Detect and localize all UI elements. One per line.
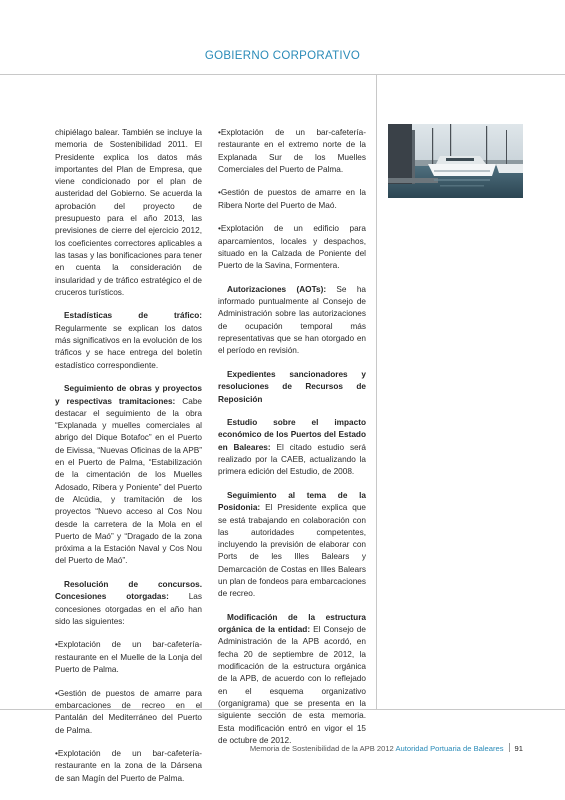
footer-authority-name: Autoridad Portuaria de Baleares xyxy=(395,744,504,753)
marina-yacht-photo xyxy=(388,124,523,198)
paragraph: Estadísticas de tráfico: Regularmente se explican los datos más significativos en la evolución de los tráficos y se hace entrega del boletín estadístico correspondiente. xyxy=(55,311,202,370)
footer-divider xyxy=(0,709,565,710)
paragraph: Modificación de la estructura orgánica de la entidad: El Consejo de Administración de la APB acordó, en fecha 20 de septiembre de 2012, la modificación de la estructura orgánica de la APB, de acuerdo con lo reflejado en el esquema organizativo (organigrama) que se presenta en la siguiente sección de esta memoria. Esta modificación entró en vigor el 15 de octubre de 2012. xyxy=(218,612,366,745)
footer-separator xyxy=(509,743,510,752)
header-divider xyxy=(0,74,565,75)
list-item: •Explotación de un bar-cafetería-restaurante en el Muelle de la Lonja del Puerto de Palma. xyxy=(55,640,202,675)
column-divider xyxy=(376,74,377,709)
list-item: •Explotación de un bar-cafetería-restaurante en la zona de la Dársena de san Magín del Puerto de Palma. xyxy=(55,749,202,783)
paragraph: Expedientes sancionadores y resoluciones de Recursos de Reposición xyxy=(218,369,366,404)
page-number: 91 xyxy=(514,744,523,753)
list-item: •Explotación de un bar-cafetería-restaurante en el extremo norte de la Explanada Sur de los Muelles Comerciales del Puerto de Palma. xyxy=(218,128,366,174)
footer-report-title: Memoria de Sostenibilidad de la APB 2012 xyxy=(249,744,394,753)
paragraph: Autorizaciones (AOTs): Se ha informado puntualmente al Consejo de Administración sobre las autorizaciones de ocupación temporal más representativas que se han otorgado en el período en revisión. xyxy=(218,284,366,356)
paragraph: chipiélago balear. También se incluye la memoria de Sostenibilidad 2011. El Presidente explica los datos más importantes del Plan de Empresa, que viene condicionado por el plan de austeridad del Gobierno. Se acuerda la aprobación del proyecto de presupuesto para el año 2013, las previsiones de cierre del ejercicio 2012, los coeficientes correctores aplicables a las tasas y las bonificaciones para tener en cuenta la consideración de insularidad y de tráfico estratégico el de cruceros turísticos. xyxy=(55,128,202,297)
list-item: •Gestión de puestos de amarre en la Ribera Norte del Puerto de Maó. xyxy=(218,188,366,210)
section-header: GOBIERNO CORPORATIVO xyxy=(204,50,361,62)
paragraph: Seguimiento de obras y proyectos y respectivas tramitaciones: Cabe destacar el seguimiento de la obra “Explanada y muelles comerciales al abrigo del Dique Botafoc” en el Puerto de Eivissa, “Nuevas Oficinas de la APB” en el Puerto de Palma, “Estabilización de la cimentación de los Muelles Adosado, Ribera y Poniente” del Puerto de Alcúdia, y tramitación de los proyectos “Nuevo acceso al Cos Nou desde la carretera de la Mola en el Puerto de Maó” y “Dragado de la zona próxima a la Estación Naval y Cos Nou del Puerto de Maó”. xyxy=(55,384,202,566)
paragraph: Resolución de concursos. Concesiones otorgadas: Las concesiones otorgadas en el año han sido las siguientes: xyxy=(55,579,202,626)
list-item: •Explotación de un edificio para aparcamientos, locales y despachos, situado en la Calzada de Poniente del Puerto de la Savina, Formentera. xyxy=(218,224,366,271)
paragraph: Seguimiento al tema de la Posidonia: El Presidente explica que se está trabajando en colaboración con las autoridades competentes, incluyendo la previsión de elaborar con Ports de les Illes Balears y Demarcación de Costas en Illes Balears un plan de fondeos para embarcaciones de recreo. xyxy=(218,490,366,599)
text-column-left xyxy=(55,127,202,796)
page-footer xyxy=(250,743,523,753)
list-item: •Gestión de puestos de amarre para embarcaciones de recreo en el Pantalán del Mediterráneo del Puerto de Palma. xyxy=(55,688,202,735)
text-column-right xyxy=(218,127,366,758)
paragraph: Estudio sobre el impacto económico de los Puertos del Estado en Baleares: El citado estudio será realizado por la CAEB, actualizando la primera edición del Estudio, de 2008. xyxy=(218,418,366,477)
